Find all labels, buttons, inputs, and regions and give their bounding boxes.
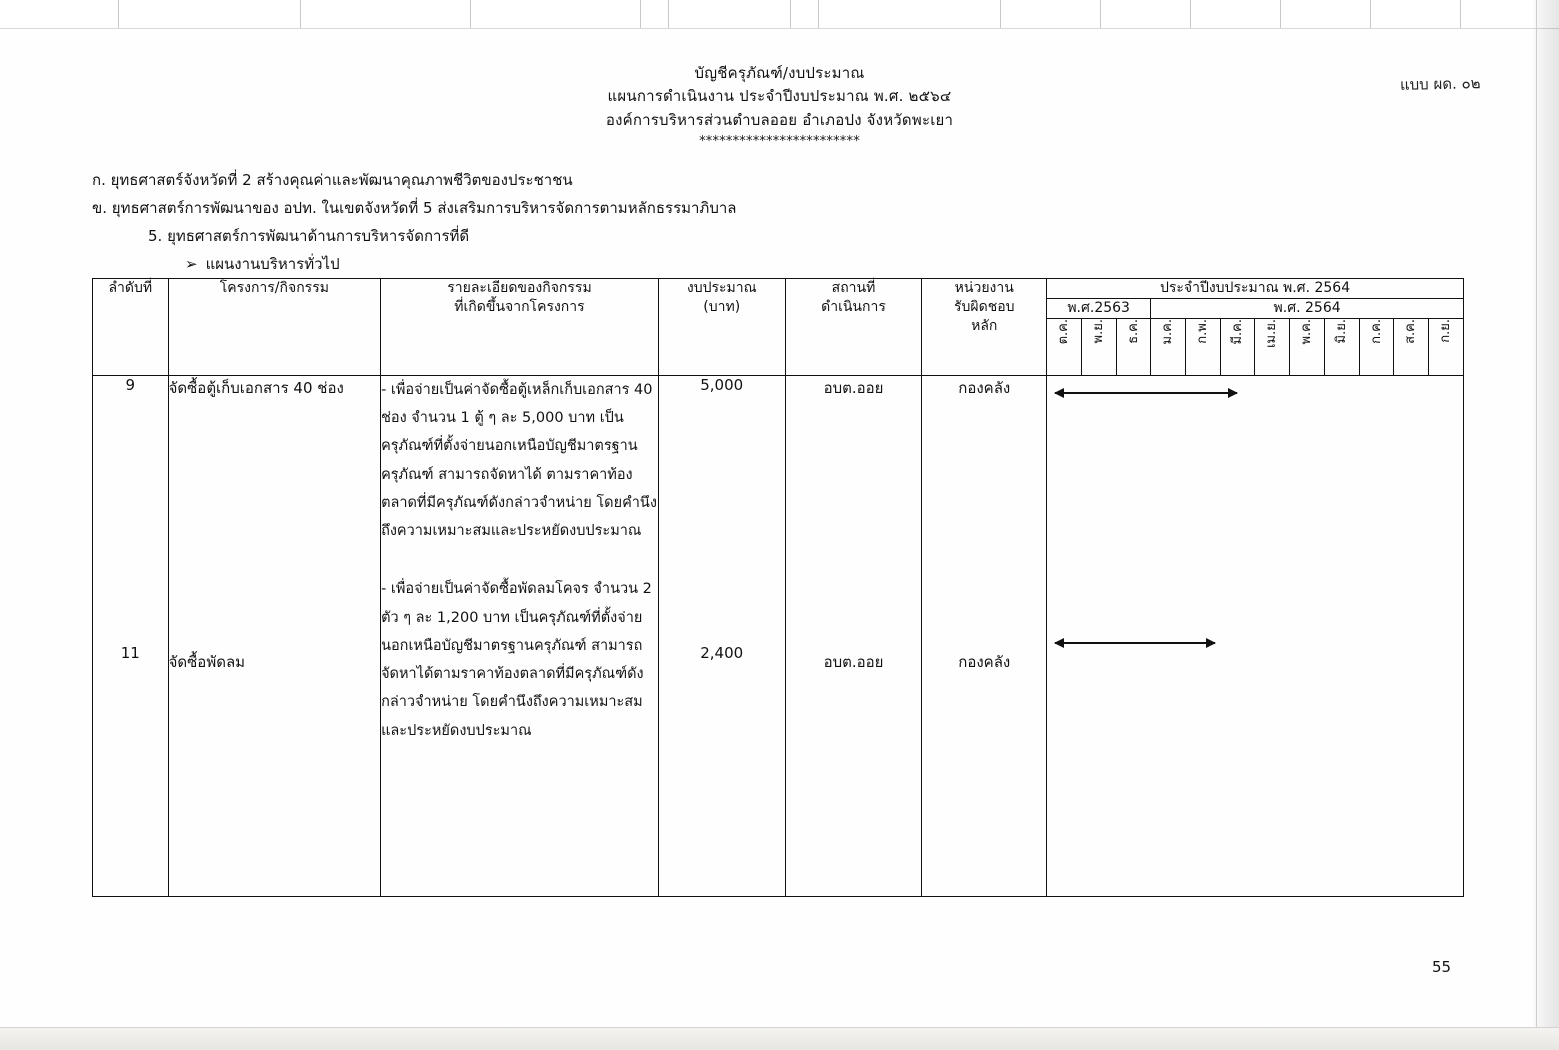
cell-budget	[658, 375, 785, 896]
row1-unit: กองคลัง	[958, 378, 1011, 397]
th-month: เม.ย.	[1255, 318, 1290, 375]
th-no: ลำดับที่	[93, 279, 169, 376]
schedule-arrow-row1	[1055, 392, 1237, 394]
plan-bullet-label: แผนงานบริหารทั่วไป	[205, 255, 340, 273]
th-month: มี.ค.	[1220, 318, 1255, 375]
activity-table	[92, 278, 1464, 897]
row1-budget: 5,000	[700, 375, 744, 394]
th-detail-line2: ที่เกิดขึ้นจากโครงการ	[454, 298, 585, 315]
th-month: ก.ย.	[1428, 318, 1463, 375]
schedule-arrow-row2	[1055, 642, 1215, 644]
th-month: ส.ค.	[1394, 318, 1429, 375]
th-month: ม.ค.	[1151, 318, 1186, 375]
row2-detail: - เพื่อจ่ายเป็นค่าจัดซื้อพัดลมโคจร จำนวน 2 ตัว ๆ ละ 1,200 บาท เป็นครุภัณฑ์ที่ตั้งจ่ายนอกเหนือบัญชีมาตรฐานครุภัณฑ์ สามารถจัดหาได้ตามราคาท้องตลาดที่มีครุภัณฑ์ดังกล่าวจำหน่าย โดยคำนึงถึงความเหมาะสมและประหยัดงบประมาณ	[381, 581, 652, 739]
th-month: ก.ค.	[1359, 318, 1394, 375]
th-unit-line3: หลัก	[971, 317, 998, 334]
th-fiscal-year: ประจำปีงบประมาณ พ.ศ. 2564	[1047, 279, 1464, 299]
row2-no: 11	[120, 643, 140, 662]
cell-unit	[922, 375, 1047, 896]
header-title-2: แผนการดำเนินงาน ประจำปีงบประมาณ พ.ศ. ๒๕๖๔	[607, 87, 952, 106]
page-bottom-edge	[0, 1027, 1559, 1050]
th-detail	[381, 279, 659, 376]
row1-project: จัดซื้อตู้เก็บเอกสาร 40 ช่อง	[168, 378, 344, 397]
header-separator-stars: ************************	[699, 133, 860, 149]
strategy-line-b: ข. ยุทธศาสตร์การพัฒนาของ อปท. ในเขตจังหวัดที่ 5 ส่งเสริมการบริหารจัดการตามหลักธรรมาภิบาล	[92, 199, 737, 217]
header-title-1: บัญชีครุภัณฑ์/งบประมาณ	[694, 64, 865, 82]
arrow-bullet-icon: ➢	[185, 255, 198, 273]
cell-project	[168, 375, 380, 896]
row2-place: อบต.ออย	[823, 652, 884, 671]
th-month: มิ.ย.	[1324, 318, 1359, 375]
page-number: 55	[1432, 958, 1452, 976]
table-row	[93, 375, 1464, 896]
row2-project: จัดซื้อพัดลม	[168, 652, 246, 671]
th-project: โครงการ/กิจกรรม	[168, 279, 380, 376]
row1-no: 9	[125, 375, 136, 394]
plan-bullet-row	[185, 252, 340, 276]
row1-place: อบต.ออย	[823, 378, 884, 397]
th-place-line2: ดำเนินการ	[821, 298, 886, 315]
th-unit-line2: รับผิดชอบ	[954, 298, 1015, 315]
strategy-line-a: ก. ยุทธศาสตร์จังหวัดที่ 2 สร้างคุณค่าและพัฒนาคุณภาพชีวิตของประชาชน	[92, 171, 573, 189]
th-budget-line1: งบประมาณ	[686, 280, 757, 296]
form-number: แบบ ผด. ๐๒	[1400, 74, 1482, 94]
th-place	[785, 279, 922, 376]
header-title-3: องค์การบริหารส่วนตำบลออย อำเภอปง จังหวัดพะเยา	[605, 110, 954, 129]
row2-unit: กองคลัง	[958, 652, 1011, 671]
page-top-edge	[0, 0, 1559, 29]
cell-place	[785, 375, 922, 896]
cell-schedule-grid	[1047, 375, 1464, 896]
th-month: ธ.ค.	[1116, 318, 1151, 375]
th-unit	[922, 279, 1047, 376]
th-unit-line1: หน่วยงาน	[954, 280, 1014, 296]
cell-detail	[381, 375, 659, 896]
th-place-line1: สถานที่	[831, 280, 876, 296]
row2-budget: 2,400	[700, 643, 744, 662]
spine-line	[1536, 0, 1537, 1050]
th-month: พ.ค.	[1290, 318, 1325, 375]
th-budget-line2: (บาท)	[703, 298, 741, 315]
th-month: ก.พ.	[1185, 318, 1220, 375]
cell-no	[93, 375, 169, 896]
th-month: ต.ค.	[1047, 318, 1082, 375]
th-year-2563: พ.ศ.2563	[1047, 298, 1151, 318]
row1-detail: - เพื่อจ่ายเป็นค่าจัดซื้อตู้เหล็กเก็บเอกสาร 40 ช่อง จำนวน 1 ตู้ ๆ ละ 5,000 บาท เป็นครุภัณฑ์ที่ตั้งจ่ายนอกเหนือบัญชีมาตรฐานครุภัณฑ์ สามารถจัดหาได้ ตามราคาท้องตลาดที่มีครุภัณฑ์ดังกล่าวจำหน่าย โดยคำนึงถึงความเหมาะสมและประหยัดงบประมาณ	[381, 381, 657, 540]
th-budget	[658, 279, 785, 376]
th-year-2564: พ.ศ. 2564	[1151, 298, 1464, 318]
th-month: พ.ย.	[1081, 318, 1116, 375]
strategy-line-5: 5. ยุทธศาสตร์การพัฒนาด้านการบริหารจัดการที่ดี	[148, 227, 470, 245]
document-header	[0, 62, 1559, 152]
th-detail-line1: รายละเอียดของกิจกรรม	[447, 280, 592, 296]
